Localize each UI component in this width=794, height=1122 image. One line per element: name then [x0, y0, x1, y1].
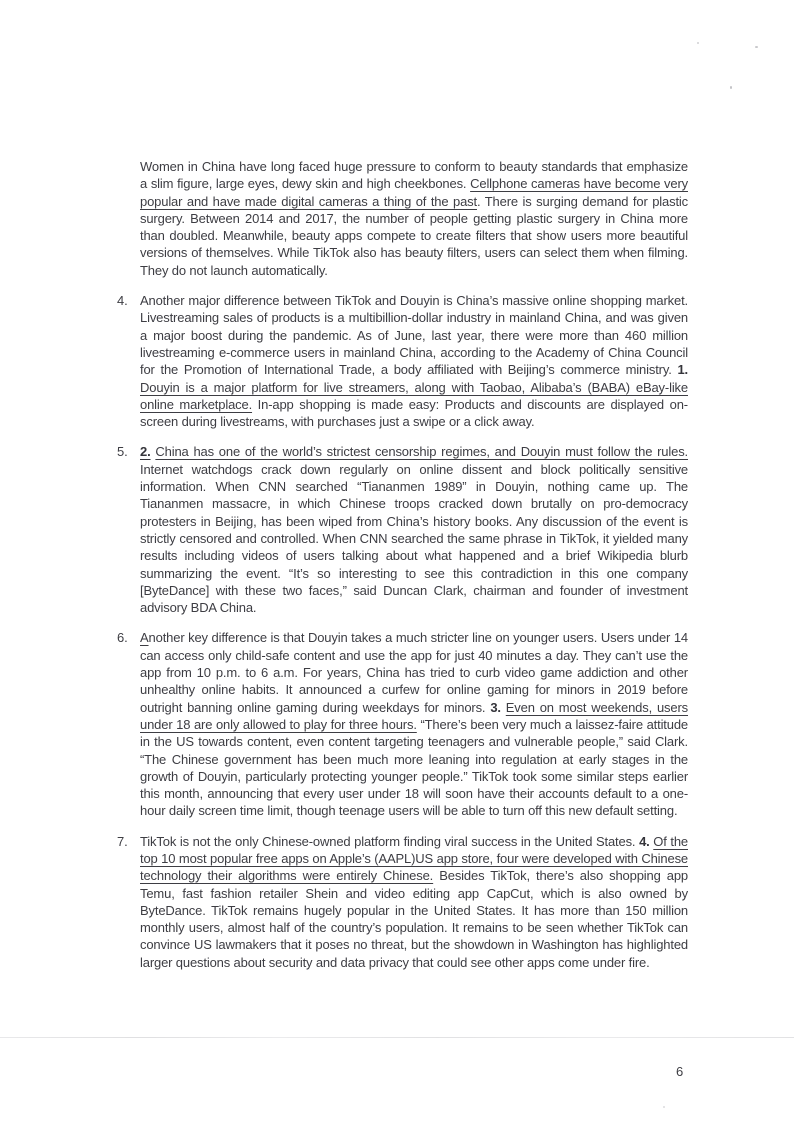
document-paragraphs: [117, 158, 688, 984]
text-segment-normal: Besides TikTok, there’s also shopping app Temu, fast fashion retailer Shein and video editing app CapCut, which is also owned by ByteDance. TikTok remains hugely popular in the United States. It has more than 150 million monthly users, almost half of the country’s population. It remains to be seen whether TikTok can convince US lawmakers that it poses no threat, but the showdown in Washington has highlighted larger questions about security and data privacy that could see other apps come under fire.: [140, 868, 688, 970]
paragraph-number: 5.: [117, 444, 128, 460]
text-segment-bold: 1.: [677, 362, 688, 378]
text-segment-underline: Of the top 10 most popular free apps on Apple’s (AAPL)US app store, four were developed with Chinese technology their algorithms were entirely Chinese.: [140, 833, 688, 884]
scan-speck-artifact: [663, 1106, 665, 1108]
paragraph-text: [140, 158, 688, 279]
text-segment-normal: In-app shopping is made easy: Products and discounts are displayed on-screen during livestreams, with purchases just a swipe or a click away.: [140, 396, 688, 430]
scan-line-artifact: [0, 1037, 794, 1038]
paragraph-text: [140, 292, 688, 430]
text-segment-underline: Douyin is a major platform for live streamers, along with Taobao, Alibaba’s (BABA) eBay-like online marketplace.: [140, 379, 688, 412]
page-number: 6: [676, 1064, 684, 1079]
text-segment-normal: TikTok is not the only Chinese-owned platform finding viral success in the United States.: [140, 833, 640, 849]
text-segment-bold: 4.: [639, 833, 650, 849]
text-segment-bold-underline: 2.: [140, 444, 151, 460]
scan-speck-artifact: [730, 86, 732, 89]
text-segment-normal: Another major difference between TikTok and Douyin is China’s massive online shopping market. Livestreaming sales of products is a multibillion-dollar industry in mainland China, and was given a major boost during the pandemic. As of June, last year, there were more than 460 million livestreaming e-commerce users in mainland China, according to the Academy of China Council for the Promotion of International Trade, a body affiliated with Beijing’s commerce ministry.: [140, 293, 688, 378]
text-segment-normal: Women in China have long faced huge pressure to conform to beauty standards that emphasize a slim figure, large eyes, dewy skin and high cheekbones.: [140, 159, 688, 192]
text-segment-normal: . There is surging demand for plastic surgery. Between 2014 and 2017, the number of people getting plastic surgery in China more than doubled. Meanwhile, beauty apps compete to create filters that show users more beautiful versions of themselves. While TikTok also has beauty filters, users can select them when filming. They do not launch automatically.: [140, 193, 688, 278]
paragraph-text: [140, 629, 688, 819]
paragraph-number: 7.: [117, 833, 128, 849]
text-segment-bold: 3.: [490, 699, 501, 715]
paragraph: [117, 629, 688, 819]
text-segment-normal: nother key difference is that Douyin takes a much stricter line on younger users. Users under 14 can access only child-safe content and use the app for just 40 minutes a day. They can’t use the app from 10 p.m. to 6 a.m. For years, China has tried to curb video game addiction and other unhealthy online habits. It announced a curfew for online gaming for minors in 2019 before outright banning online gaming during weekdays for minors.: [140, 630, 688, 715]
text-segment-normal: Internet watchdogs crack down regularly on online dissent and block politically sensitive information. When CNN searched “Tiananmen 1989” in Douyin, nothing came up. The Tiananmen massacre, in which Chinese troops cracked down brutally on pro-democracy protesters in Beijing, has been wiped from China’s history books. Any discussion of the event is strictly censored and controlled. When CNN searched the same phrase in TikTok, it yielded many results including videos of users talking about what happened and a brief Wikipedia blurb summarizing the event. “It’s so interesting to see this contradiction in this one company [ByteDance] with these two faces,” said Duncan Clark, chairman and founder of investment advisory BDA China.: [140, 461, 688, 616]
text-segment-underline: Even on most weekends, users under 18 are only allowed to play for three hours.: [140, 699, 689, 732]
paragraph-text: [140, 833, 688, 971]
paragraph: [117, 158, 688, 279]
text-segment-underline: Cellphone cameras have become very popular and have made digital cameras a thing of the past: [140, 176, 688, 209]
text-segment-normal: “There’s been very much a laissez-faire attitude in the US towards content, even content targeting teenagers and vulnerable people,” said Clark. “The Chinese government has been much more leaning into regulation at early stages in the growth of Douyin, particularly protecting younger people.” TikTok took some similar steps earlier this month, announcing that every user under 18 will soon have their accounts default to a one-hour daily screen time limit, though teenage users will be able to turn off this new default setting.: [140, 716, 689, 819]
scan-speck-artifact: [697, 42, 699, 44]
paragraph: [117, 292, 688, 430]
paragraph: [117, 443, 688, 616]
text-segment-underline: China has one of the world’s strictest censorship regimes, and Douyin must follow the rules.: [155, 444, 689, 460]
text-segment-underline: A: [140, 630, 149, 646]
paragraph: [117, 833, 688, 971]
paragraph-number: 6.: [117, 630, 128, 646]
paragraph-number: 4.: [117, 293, 128, 309]
paragraph-text: [140, 443, 688, 616]
scan-speck-artifact: [755, 46, 758, 48]
